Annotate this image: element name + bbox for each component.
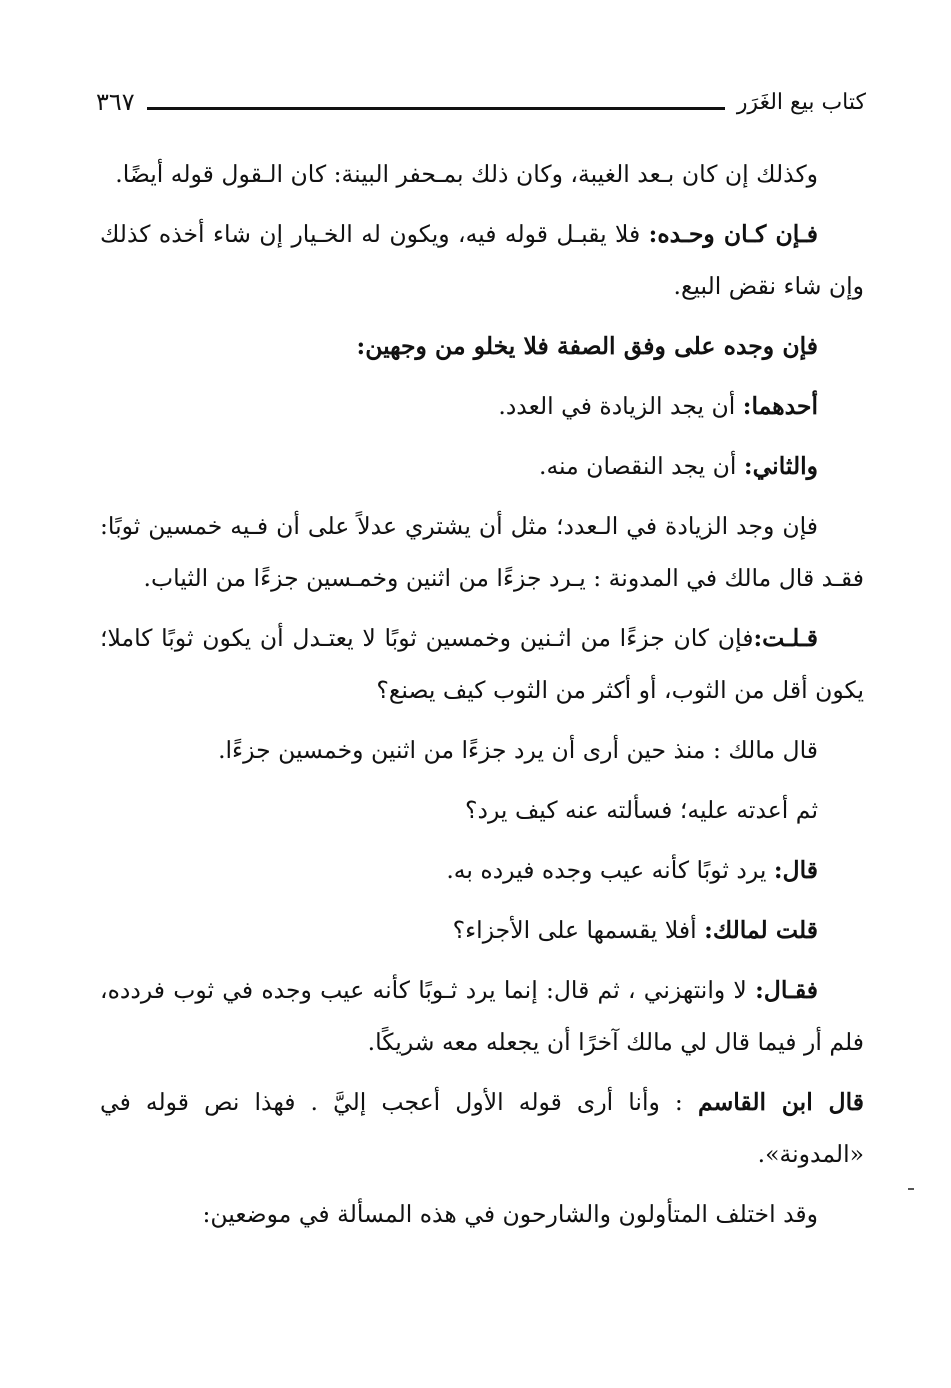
paragraph-text: فإن وجد الزيادة في الـعدد؛ مثل أن يشتري عدلاً على أن فـيه خمسين ثوبًا: فقـد قال مالك في المدونة : يـرد جزءًا من اثنين وخمـسين جزءًا من الثياب.	[100, 512, 864, 592]
paragraph-lead: والثاني:	[743, 452, 818, 480]
paragraph-text: وكذلك إن كان بـعد الغيبة، وكان ذلك بمـحفر البينة: كان الـقول قوله أيضًا.	[115, 160, 818, 188]
chapter-title: كتاب بيع الغَرَر	[736, 89, 866, 115]
paragraph-lead: قـلـت:	[753, 624, 818, 652]
paragraph-9	[100, 784, 864, 836]
paragraph-text: وقد اختلف المتأولون والشارحون في هذه المسألة في موضعين:	[202, 1200, 818, 1228]
paragraph-10	[100, 844, 864, 896]
paragraph-text: أن يجد النقصان منه.	[538, 452, 744, 480]
paragraph-13	[100, 1076, 864, 1180]
paragraph-text: أفلا يقسمها على الأجزاء؟	[452, 916, 705, 944]
running-header	[96, 82, 866, 122]
paragraph-4	[100, 380, 864, 432]
paragraph-3	[100, 320, 864, 372]
paragraph-11	[100, 904, 864, 956]
paragraph-text: : وأنا أرى قوله الأول أعجب إليَّ . فهذا نص قوله في «المدونة».	[100, 1088, 864, 1168]
header-rule	[147, 107, 725, 110]
paragraph-lead: فـإن كـان وحـده:	[648, 220, 818, 248]
paragraph-lead: قال:	[773, 856, 818, 884]
paragraph-7	[100, 612, 864, 716]
paragraph-lead: فإن وجده على وفق الصفة فلا يخلو من وجهين:	[356, 332, 818, 360]
paragraph-2	[100, 208, 864, 312]
paragraph-lead: فقـال:	[755, 976, 818, 1004]
paragraph-text: ثم أعدته عليه؛ فسألته عنه كيف يرد؟	[465, 796, 818, 824]
paragraph-text: فلا يقبـل قوله فيه، ويكون له الخـيار إن شاء أخذه كذلك وإن شاء نقض البيع.	[100, 220, 864, 300]
paragraph-text: قال مالك : منذ حين أرى أن يرد جزءًا من اثنين وخمسين جزءًا.	[218, 736, 818, 764]
paragraph-text: فإن كان جزءًا من اثـنين وخمسين ثوبًا لا يعتـدل أن يكون ثوبًا كاملا؛ يكون أقل من الثوب، أو أكثر من الثوب كيف يصنع؟	[100, 624, 864, 704]
paragraph-6	[100, 500, 864, 604]
page-body	[100, 148, 864, 1248]
paragraph-text: يرد ثوبًا كأنه عيب وجده فيرده به.	[446, 856, 774, 884]
paragraph-lead: قلت لمالك:	[704, 916, 818, 944]
paragraph-text: لا وانتهزني ، ثم قال: إنما يرد ثـوبًا كأنه عيب وجده في ثوب فردده، فلم أر فيما قال لي مالك آخرًا أن يجعله معه شريكًا.	[100, 976, 864, 1056]
paragraph-text: أن يجد الزيادة في العدد.	[498, 392, 743, 420]
page-number: ٣٦٧	[96, 88, 135, 116]
paragraph-1	[100, 148, 864, 200]
paragraph-14	[100, 1188, 864, 1240]
paragraph-lead: قال ابن القاسم	[697, 1088, 865, 1116]
margin-mark	[908, 1188, 914, 1190]
paragraph-8	[100, 724, 864, 776]
paragraph-12	[100, 964, 864, 1068]
paragraph-5	[100, 440, 864, 492]
paragraph-lead: أحدهما:	[742, 392, 818, 420]
